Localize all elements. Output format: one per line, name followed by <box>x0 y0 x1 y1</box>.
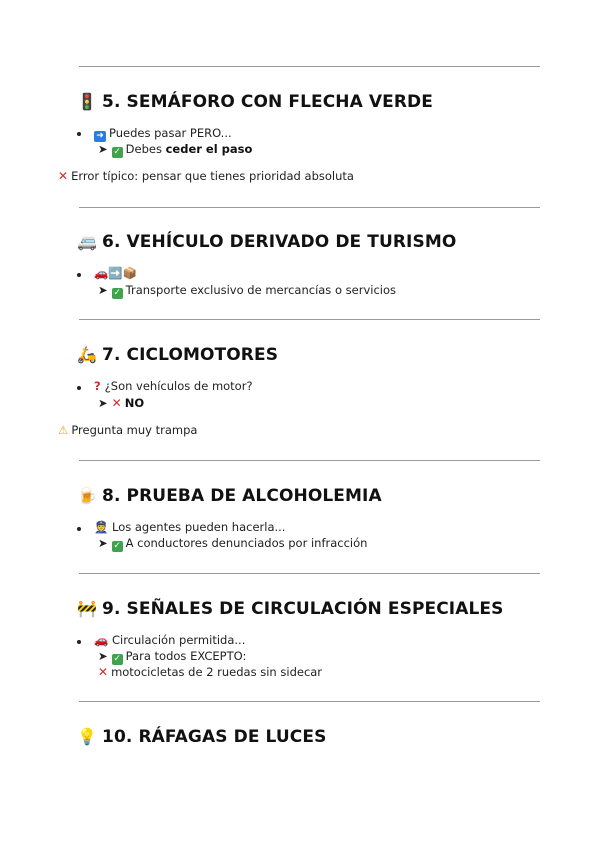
warning-icon: ⚠ <box>58 423 69 437</box>
section-heading-6 <box>77 232 456 252</box>
arrowhead-icon: ➤ <box>98 536 108 550</box>
bullet-dot <box>77 640 81 644</box>
divider <box>79 701 540 702</box>
section-heading-5 <box>77 92 433 112</box>
bullet-dot <box>77 386 81 390</box>
section-title: 7. CICLOMOTORES <box>102 345 279 365</box>
section-title: 6. VEHÍCULO DERIVADO DE TURISMO <box>102 232 457 252</box>
section-title: 10. RÁFAGAS DE LUCES <box>102 727 327 747</box>
beer-icon: 🍺 <box>77 486 98 505</box>
divider <box>79 319 540 320</box>
section-title: 9. SEÑALES DE CIRCULACIÓN ESPECIALES <box>102 599 504 619</box>
bullet-dot <box>77 273 81 277</box>
section-heading-8 <box>77 486 382 506</box>
car-arrow-package-icon: 🚗➡️📦 <box>94 266 137 280</box>
check-icon: ✓ <box>113 654 121 664</box>
van-icon: 🚐 <box>77 232 98 251</box>
divider <box>79 207 540 208</box>
question-icon: ? <box>94 379 101 393</box>
section-heading-10 <box>77 727 326 747</box>
note: ✕ Error típico: pensar que tienes prioridad absoluta <box>58 169 354 183</box>
check-icon: ✓ <box>113 288 121 298</box>
arrowhead-icon: ➤ <box>98 283 108 297</box>
section-heading-7 <box>77 345 278 365</box>
bullet-dot <box>77 527 81 531</box>
cross-icon: ✕ <box>98 665 109 679</box>
police-officer-icon: 👮 <box>94 520 109 534</box>
sub-bullet: ➤ ✓ Para todos EXCEPTO: <box>98 649 247 664</box>
bullet-dot <box>77 132 81 136</box>
sub-bullet: ➤ ✓ Transporte exclusivo de mercancías o servicios <box>98 283 396 298</box>
check-icon: ✓ <box>113 147 121 157</box>
bullet-text: 🚗 Circulación permitida... <box>94 633 246 647</box>
arrowhead-icon: ➤ <box>98 396 108 410</box>
construction-icon: 🚧 <box>77 599 98 618</box>
lightbulb-icon: 💡 <box>77 727 98 746</box>
sub-bullet: ➤ ✓ Debes ceder el paso <box>98 142 253 157</box>
sub-bullet-continuation: ✕ motocicletas de 2 ruedas sin sidecar <box>98 665 323 679</box>
bullet-text: ➜ Puedes pasar PERO... <box>94 126 232 142</box>
cross-icon: ✕ <box>58 169 69 183</box>
sub-bullet: ➤ ✕ NO <box>98 396 145 410</box>
divider <box>79 66 540 67</box>
check-icon: ✓ <box>113 541 121 551</box>
sub-bullet: ➤ ✓ A conductores denunciados por infracción <box>98 536 368 551</box>
traffic-light-icon: 🚦 <box>77 92 98 111</box>
arrowhead-icon: ➤ <box>98 142 108 156</box>
bullet-text <box>94 266 137 280</box>
cross-icon: ✕ <box>111 396 122 410</box>
note: ⚠ Pregunta muy trampa <box>58 423 198 437</box>
arrowhead-icon: ➤ <box>98 649 108 663</box>
divider <box>79 460 540 461</box>
car-icon: 🚗 <box>94 633 109 647</box>
section-title: 5. SEMÁFORO CON FLECHA VERDE <box>102 92 433 112</box>
section-heading-9 <box>77 599 503 619</box>
section-title: 8. PRUEBA DE ALCOHOLEMIA <box>102 486 382 506</box>
bullet-text: 👮 Los agentes pueden hacerla... <box>94 520 286 534</box>
right-arrow-icon: ➜ <box>94 131 106 142</box>
scooter-icon: 🛵 <box>77 345 98 364</box>
divider <box>79 573 540 574</box>
bullet-text: ? ¿Son vehículos de motor? <box>94 379 253 393</box>
